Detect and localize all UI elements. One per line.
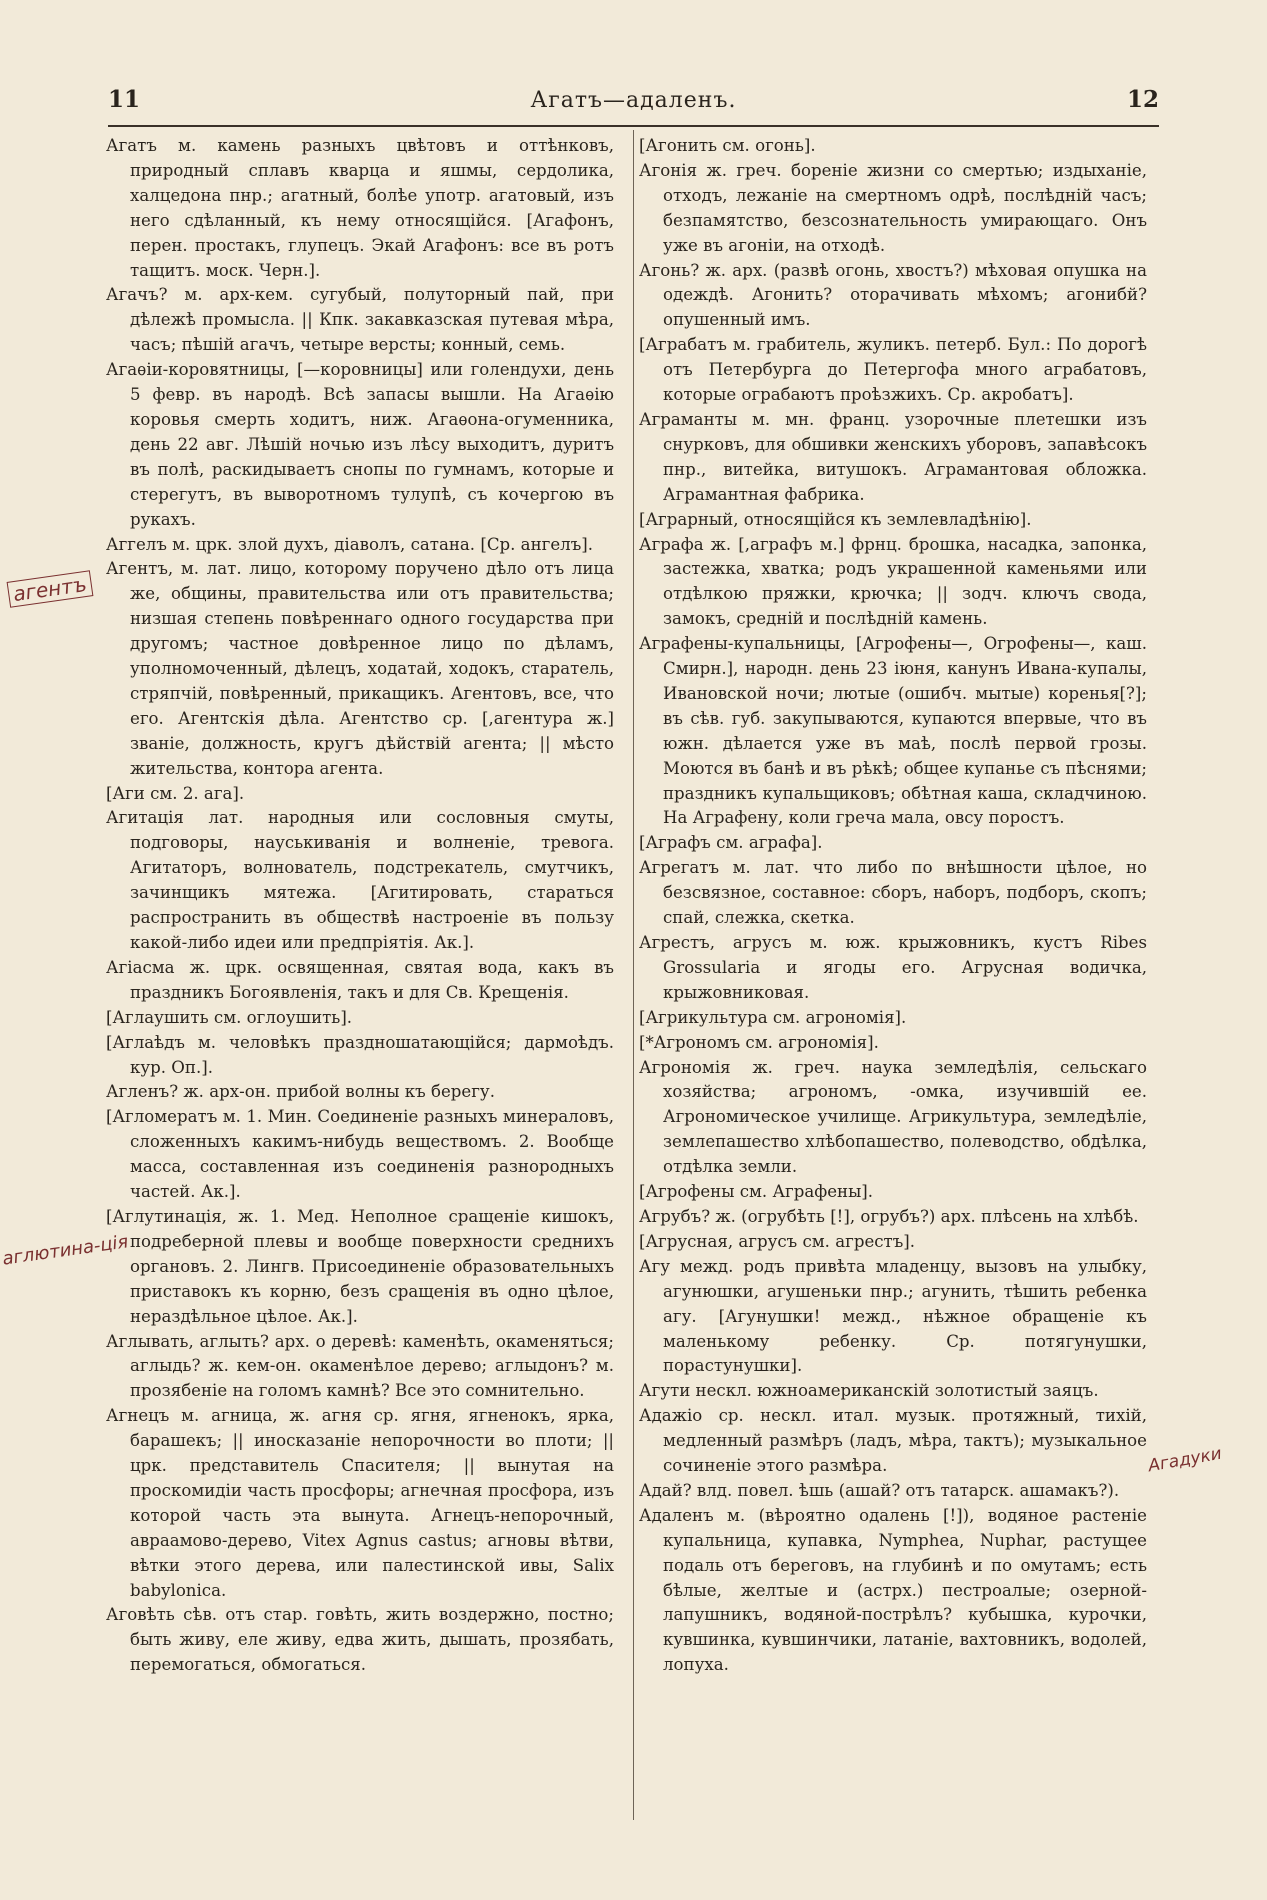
entry-agon: Агонь? ж. арх. (развѣ огонь, хвостъ?) мѣховая опушка на одеждѣ. Агонить? оторачивать мѣхомъ; агонибй? опушенный имъ. [639,260,1147,330]
page-number-left: 11 [108,86,141,113]
left-column [106,134,614,1678]
entry-agrafa: Аграфа ж. [,аграфъ м.] фрнц. брошка, насадка, запонка, застежка, хватка; родъ украшенной каменьями или отдѣлкою пряжки, крючка; || зодч. ключъ свода, замокъ, средній и послѣдній камень. [639,534,1147,629]
entry-agitatsiya: Агитація лат. народныя или сословныя смуты, подговоры, науськиванія и волненіе, тревога. Агитаторъ, волнователь, подстрекатель, смутчикъ, зачинщикъ мятежа. [Агитировать, стараться распространить въ обществѣ настроеніе въ пользу какой-либо идеи или предпріятія. Ак.]. [106,808,614,952]
entry-aglyvat: Аглывать, аглыть? арх. о деревѣ: каменѣть, окаменяться; аглыдь? ж. кем-он. окаменѣлое дерево; аглыдонъ? м. прозябеніе на голомъ камнѣ? Все это сомнительно. [106,1331,614,1401]
entry-agrub: Агрубъ? ж. (огрубѣть [!], огрубъ?) арх. плѣсень на хлѣбѣ. [639,1206,1139,1226]
entry-agent: Агентъ, м. лат. лицо, которому поручено дѣло отъ лица же, общины, правительства или отъ правительства; низшая степень повѣреннаго одного государства при другомъ; частное довѣренное лицо по дѣламъ, уполномоченный, дѣлецъ, ходатай, ходокъ, старатель, стряпчій, повѣренный, прикащикъ. Агентовъ, все, что его. Агентскія дѣла. Агентство ср. [,агентура ж.] званіе, должность, кругъ дѣйствій агента; || мѣсто жительства, контора агента. [106,559,614,778]
entry-agronomiya: Агрономія ж. греч. наука земледѣлія, сельскаго хозяйства; агрономъ, -омка, изучившій ее. Агрономическое училище. Агрикультура, земледѣліе, землепашество хлѣбопашество, полеводство, обдѣлка, отдѣлка земли. [639,1057,1147,1177]
margin-note-agent: агентъ [7,570,94,607]
entry-aglomerat: [Агломератъ м. 1. Мин. Соединеніе разныхъ минераловъ, сложенныхъ какимъ-нибудь веществомъ. 2. Вообще масса, составленная изъ соединенія разнородныхъ частей. Ак.]. [106,1107,614,1202]
entry-aglaed: [Аглаѣдъ м. человѣкъ праздношатающійся; дармоѣдъ. кур. Оп.]. [106,1032,614,1077]
entry-agnets: Агнецъ м. агница, ж. агня ср. ягня, ягненокъ, ярка, барашекъ; || иносказаніе непорочности во плоти; || црк. представитель Спасителя; || вынутая на проскомидіи часть просфоры; агнечная просфора, изъ которой часть эта вынута. Агнецъ-непорочный, авраамово-дерево, Vitex Agnus castus; агновы вѣтви, вѣтки этого дерева, или палестинской ивы, Salix babylonica. [106,1406,614,1600]
entry-agrest: Агрестъ, агрусъ м. юж. крыжовникъ, кустъ Ribes Grossularia и ягоды его. Агрусная водичка, крыжовниковая. [639,933,1147,1002]
entry-agrarnyi: [Аграрный, относящійся къ землевладѣнію]. [639,509,1032,529]
entry-agrafeny: Аграфены-купальницы, [Агрофены—, Огрофены—, каш. Смирн.], народн. день 23 іюня, канунъ Ивана-купалы, Ивановской ночи; лютые (ошибч. мытые) коренья[?]; въ сѣв. губ. закупываются, купаются впервые, что въ южн. дѣлается уже въ маѣ, послѣ первой грозы. Моются въ банѣ и въ рѣкѣ; общее купанье съ пѣснями; праздникъ купальщиковъ; обѣтная каша, складчиною. На Аграфену, коли греча мала, овсу поростъ. [639,634,1147,828]
entry-agraf: [Аграфъ см. аграфа]. [639,833,823,853]
entry-agi: [Аги см. 2. ага]. [106,783,245,803]
entry-aguti: Агути нескл. южноамериканскій золотистый заяцъ. [639,1381,1099,1401]
header-rule [108,125,1159,127]
entry-agiasma: Агіасма ж. црк. освященная, святая вода, какъ въ праздникъ Богоявленія, такъ и для Св. Крещенія. [106,957,614,1002]
entry-agu: Агу межд. родъ привѣта младенцу, вызовъ на улыбку, агунюшки, агушеньки пнр.; агунить, тѣшить ребенка агу. [Агунушки! межд., нѣжное обращеніе къ маленькому ребенку. Ср. потягунушки, порастунушки]. [639,1256,1147,1376]
entry-agramanty: Аграманты м. мн. франц. узорочные плетешки изъ снурковъ, для обшивки женскихъ уборовъ, запавѣсокъ пнр., витейка, витушокъ. Аграмантовая обложка. Аграмантная фабрика. [639,409,1147,504]
entry-agafii: Агаѳіи-коровятницы, [—коровницы] или голендухи, день 5 февр. въ народѣ. Всѣ запасы вышли. На Агаѳію коровья смерть ходитъ, ниж. Агаѳона-огуменника, день 22 авг. Лѣшій ночью изъ лѣсу выходитъ, дуритъ въ полѣ, раскидываетъ снопы по гумнамъ, которые и стерегутъ, въ выворотномъ тулупѣ, съ кочергою въ рукахъ. [106,360,614,529]
page-header [108,86,1159,122]
entry-aglutinatsiya: [Аглутинація, ж. 1. Мед. Неполное сращеніе кишокъ, подреберной плевы и вообще поверхности среднихъ органовъ. 2. Лингв. Присоединеніе образовательныхъ приставокъ къ корню, безъ сращенія въ одно цѣлое, нераздѣльное цѣлое. Ак.]. [106,1206,614,1326]
column-divider [633,130,634,1820]
page-number-right: 12 [1126,86,1159,113]
entry-adazhio: Адажіо ср. нескл. итал. музык. протяжный, тихій, медленный размѣръ (ладъ, мѣра, тактъ); музыкальное сочиненіе этого размѣра. [639,1406,1147,1476]
entry-adai: Адай? влд. повел. ѣшь (ашай? отъ татарск. ашамакъ?). [639,1480,1120,1500]
margin-note-aglutinatsiya: аглютина-ція [1,1231,130,1270]
margin-note-agaduki: Агадуки [1146,1443,1224,1477]
entry-agonit: [Агонить см. огонь]. [639,136,816,155]
entry-agach: Агачъ? м. арх-кем. сугубый, полуторный пай, при дѣлежѣ промысла. || Кпк. закавказская путевая мѣра, часъ; пѣшій агачъ, четыре версты; конный, семь. [106,285,614,355]
entry-agat: Агатъ м. камень разныхъ цвѣтовъ и оттѣнковъ, природный сплавъ кварца и яшмы, сердолика, халцедона пнр.; агатный, болѣе употр. агатовый, изъ него сдѣланный, къ нему относящійся. [Агафонъ, перен. простакъ, глупецъ. Экай Агафонъ: все въ ротъ тащитъ. моск. Черн.]. [106,136,614,280]
entry-agoniya: Агонія ж. греч. бореніе жизни со смертью; издыханіе, отходъ, лежаніе на смертномъ одрѣ, послѣдній часъ; безпамятство, безсознательность умирающаго. Онъ уже въ агоніи, на отходѣ. [639,160,1147,255]
entry-agregat: Агрегатъ м. лат. что либо по внѣшности цѣлое, но безсвязное, составное: сборъ, наборъ, подборъ, скопъ; спай, слежка, скетка. [639,858,1147,928]
entry-agrusnaya: [Агрусная, агрусъ см. агрестъ]. [639,1231,916,1251]
entry-agovet: Аговѣть сѣв. отъ стар. говѣть, жить воздержно, постно; быть живу, еле живу, едва жить, дышать, прозябать, перемогаться, обмогаться. [106,1605,614,1675]
entry-agrofeny: [Агрофены см. Аграфены]. [639,1182,874,1202]
right-column [639,134,1147,1678]
entry-adalen: Адаленъ м. (вѣроятно одалень [!]), водяное растеніе купальница, купавка, Nymphea, Nuphar, растущее подаль отъ береговъ, на глубинѣ и по омутамъ; есть бѣлые, желтые и (астрх.) пестроалые; озерной-лапушникъ, водяной-пострѣлъ? кубышка, курочки, кувшинка, кувшинчики, латаніе, вахтовникъ, водолей, лопуха. [639,1505,1147,1675]
running-title: Агатъ—адаленъ. [530,88,737,113]
entry-aglaushit: [Аглаушить см. оглоушить]. [106,1007,353,1027]
entry-aglen: Агленъ? ж. арх-он. прибой волны къ берегу. [106,1082,495,1102]
entry-aggel: Аггелъ м. црк. злой духъ, діаволъ, сатана. [Ср. ангелъ]. [106,534,593,554]
entry-agrikultura: [Агрикультура см. агрономія]. [639,1007,907,1027]
entry-agrabat: [Аграбатъ м. грабитель, жуликъ. петерб. Бул.: По дорогѣ отъ Петербурга до Петергофа много аграбатовъ, которые ограбаютъ проѣзжихъ. Ср. акробатъ]. [639,335,1147,405]
entry-agronom: [*Агрономъ см. агрономія]. [639,1032,879,1052]
